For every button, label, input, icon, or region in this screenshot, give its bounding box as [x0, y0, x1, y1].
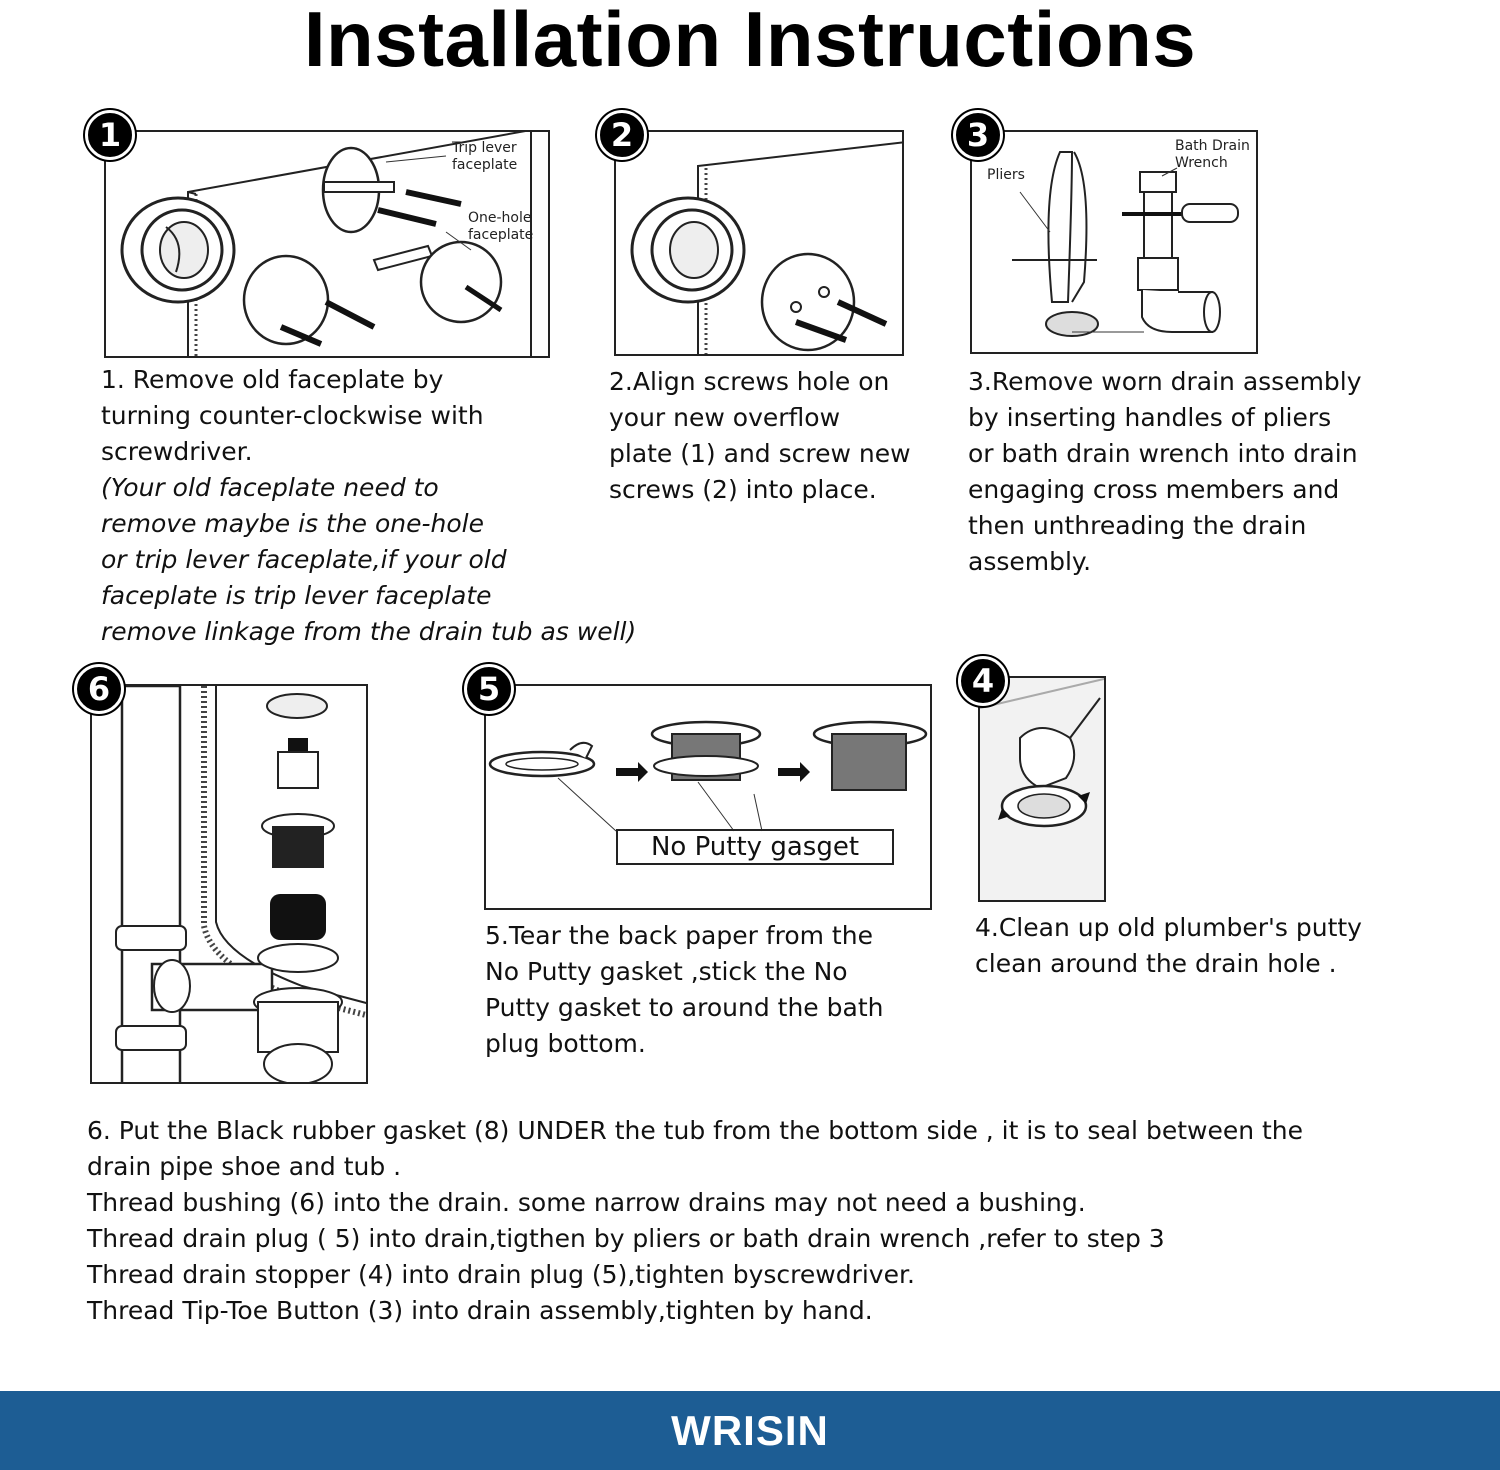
- one-hole-callout: One-hole faceplate: [468, 210, 534, 243]
- step-3-badge: 3: [953, 110, 1003, 160]
- putty-gasket-drawing: [486, 686, 932, 910]
- step-2-illustration: [614, 130, 904, 356]
- pliers-callout: Pliers: [987, 167, 1025, 183]
- step-3-text: 3.Remove worn drain assembly by inserting handles of pliers or bath drain wrench into drain engaging cross members and then unthreading the drain assembly.: [968, 367, 1362, 576]
- step-1-badge: 1: [85, 110, 135, 160]
- clean-drain-drawing: [980, 678, 1106, 902]
- step-4-badge: 4: [958, 656, 1008, 706]
- step-5-text: 5.Tear the back paper from the No Putty gasket ,stick the No Putty gasket to around the bath plug bottom.: [485, 921, 884, 1058]
- step-2-text: 2.Align screws hole on your new overflow plate (1) and screw new screws (2) into place.: [609, 367, 911, 504]
- overflow-plate-drawing: [616, 132, 904, 356]
- bath-drain-wrench-callout: Bath Drain Wrench: [1175, 138, 1250, 171]
- step-5-illustration: [484, 684, 932, 910]
- page-title: Installation Instructions: [303, 0, 1197, 83]
- brand-footer-bar: [0, 1391, 1500, 1470]
- drain-assembly-exploded-drawing: [92, 686, 368, 1084]
- brand-name: WRISIN: [671, 1407, 829, 1454]
- step-4-illustration: [978, 676, 1106, 902]
- trip-lever-callout: Trip lever faceplate: [452, 140, 518, 173]
- step-1-illustration: [104, 130, 550, 358]
- step-1-text: 1. Remove old faceplate by turning counter-clockwise with screwdriver.: [101, 365, 484, 466]
- step-1-note: (Your old faceplate need to remove maybe is the one-hole or trip lever faceplate,if your old faceplate is trip lever faceplate remove linkage from the drain tub as well): [101, 473, 637, 646]
- step-3-illustration: [970, 130, 1258, 354]
- step-6-badge: 6: [74, 664, 124, 714]
- step-2-badge: 2: [597, 110, 647, 160]
- step-6-illustration: [90, 684, 368, 1084]
- step-5-badge: 5: [464, 664, 514, 714]
- step-4-text: 4.Clean up old plumber's putty clean around the drain hole .: [975, 913, 1362, 978]
- no-putty-gasket-label: No Putty gasget: [616, 829, 894, 865]
- step-6-text: 6. Put the Black rubber gasket (8) UNDER the tub from the bottom side , it is to seal between the drain pipe shoe and tub . Thread bushing (6) into the drain. some narrow drains may not need a bushing. Thread drain plug ( 5) into drain,tigthen by pliers or bath drain wrench ,refer to step 3 Thread drain stopper (4) into drain plug (5),tighten byscrewdriver. Thread Tip-Toe Button (3) into drain assembly,tighten by hand.: [87, 1116, 1304, 1325]
